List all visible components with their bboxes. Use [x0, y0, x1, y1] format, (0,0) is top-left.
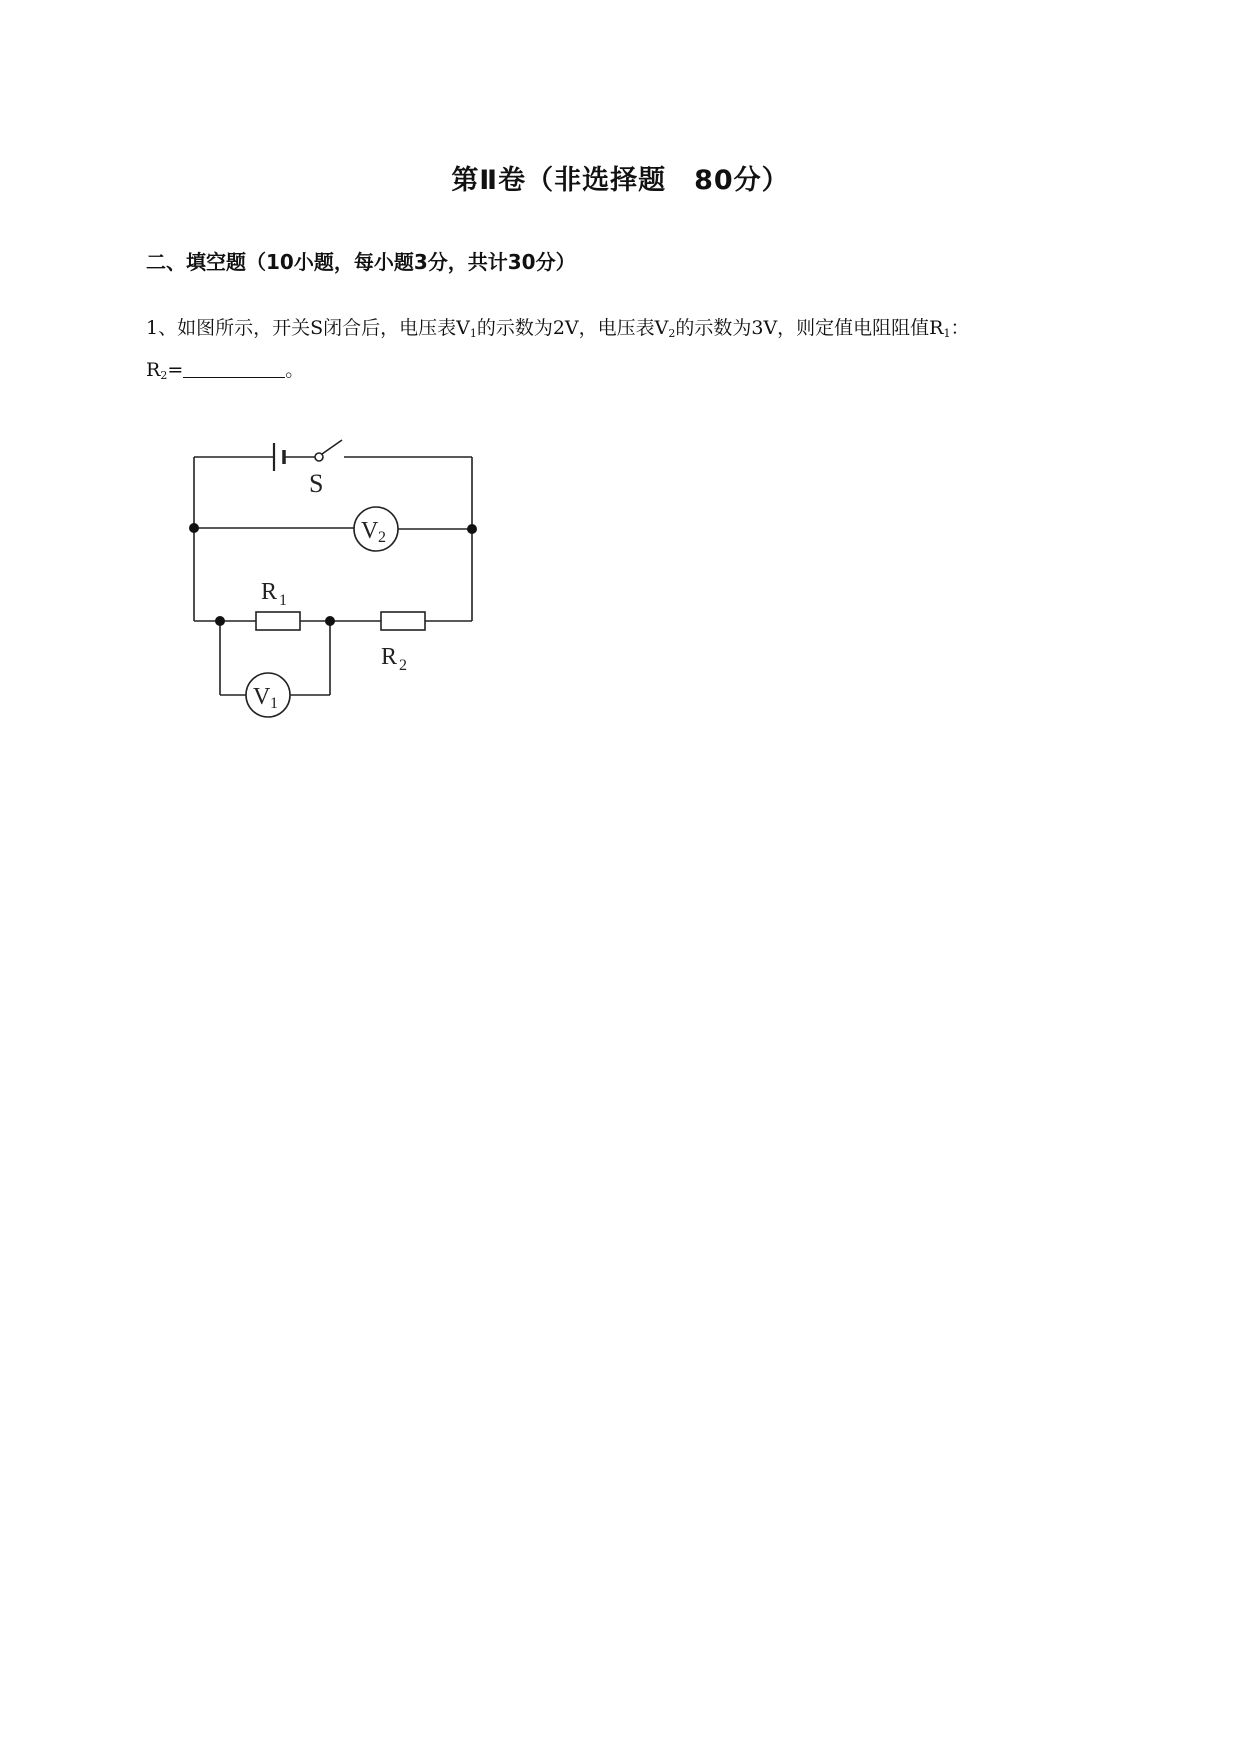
question-text-seg2: 的示数为2V，电压表V	[476, 317, 669, 339]
junction-dot-v1-left	[215, 616, 225, 626]
junction-dot-v1-right	[325, 616, 335, 626]
r2-subscript: 2	[160, 369, 168, 382]
switch-label: S	[309, 469, 324, 498]
v2-label-letter: V	[361, 518, 379, 544]
question-text-seg4: ：	[950, 317, 970, 339]
section-heading: 二、填空题（10小题，每小题3分，共计30分）	[146, 250, 576, 274]
junction-dot-left	[189, 523, 199, 533]
v1-subscript: 1	[469, 327, 477, 340]
question-1-line-1	[146, 313, 970, 340]
resistor-r1	[256, 612, 300, 630]
line-end-mark: 。	[285, 359, 305, 381]
switch-pivot	[315, 453, 323, 461]
r1-label-sub: 1	[279, 592, 287, 609]
v2-label-sub: 2	[378, 529, 386, 546]
question-1-line-2	[146, 355, 304, 382]
switch-lever	[322, 440, 342, 454]
circuit-diagram	[180, 425, 500, 735]
question-text-seg3: 的示数为3V，则定值电阻阻值R	[675, 317, 944, 339]
question-text-seg1: 、如图所示，开关S闭合后，电压表V	[158, 317, 470, 339]
junction-dot-right	[467, 524, 477, 534]
r2-label-sub: 2	[399, 657, 407, 674]
question-number: 1	[146, 317, 159, 339]
r2-label-letter: R	[381, 644, 398, 670]
r2-letter: R	[146, 359, 161, 381]
v1-label-sub: 1	[270, 695, 278, 712]
v2-subscript: 2	[668, 327, 676, 340]
r1-label-letter: R	[261, 579, 278, 605]
answer-blank[interactable]	[183, 359, 285, 378]
part-title: 第Ⅱ卷（非选择题 80分）	[451, 165, 790, 196]
r1-subscript: 1	[943, 327, 951, 340]
equals-sign: =	[167, 359, 184, 381]
resistor-r2	[381, 612, 425, 630]
v1-label-letter: V	[253, 684, 271, 710]
